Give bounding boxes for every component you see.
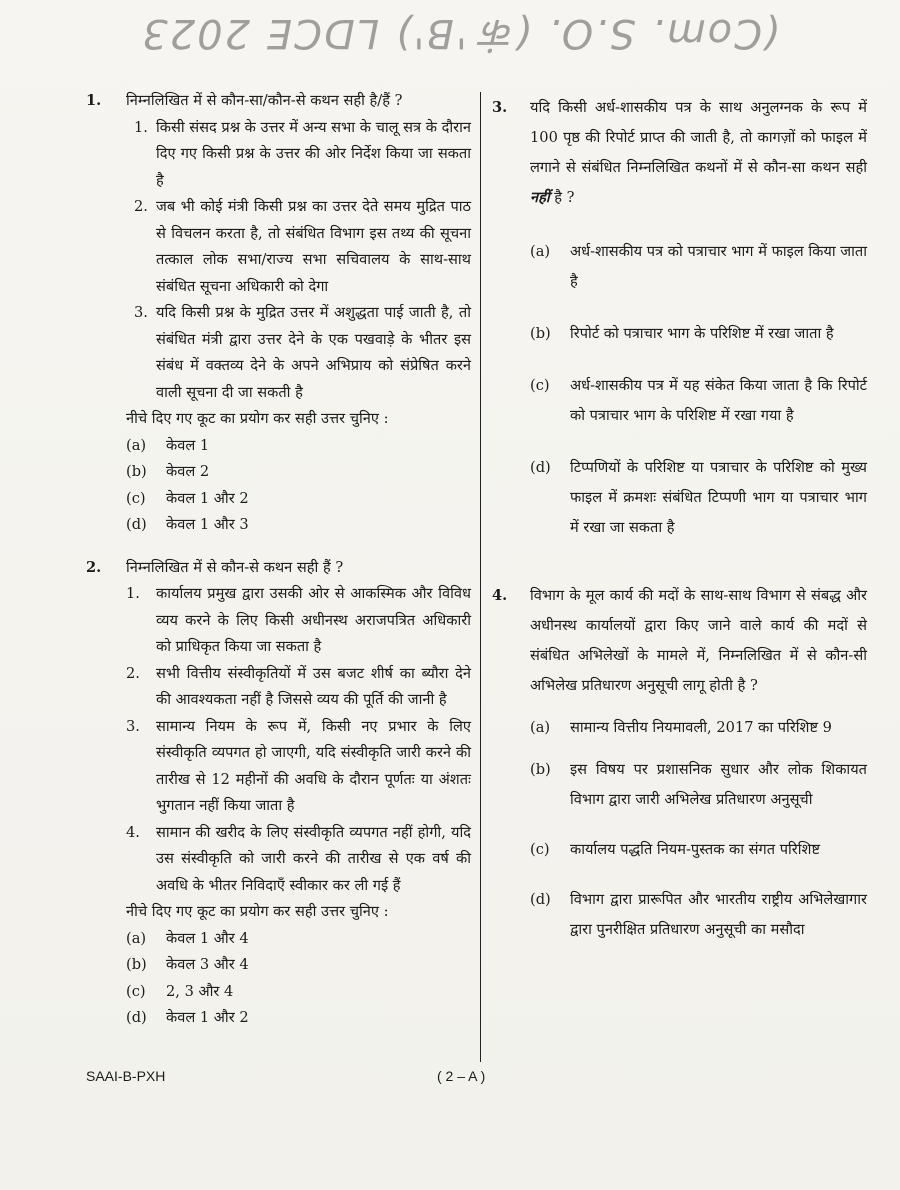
option-b[interactable] (530, 319, 867, 349)
option-text: केवल 1 और 2 (166, 489, 249, 507)
statement-number: 1. (126, 585, 140, 602)
statement-text: कार्यालय प्रमुख द्वारा उसकी ओर से आकस्मिक और विविध व्यय करने के लिए किसी अधीनस्थ अराजपत्रित अधिकारी को प्राधिकृत किया जा सकता है (156, 585, 471, 655)
emphasis-not: नहीं (530, 189, 550, 206)
option-letter: (c) (530, 377, 550, 394)
option-text: इस विषय पर प्रशासनिक सुधार और लोक शिकायत विभाग द्वारा जारी अभिलेख प्रतिधारण अनुसूची (570, 761, 867, 808)
column-divider (480, 92, 481, 1062)
statement-text: सामान्य नियम के रूप में, किसी नए प्रभार के लिए संस्वीकृति व्यपगत हो जाएगी, यदि संस्वीकृति जारी करने की तारीख से 12 महीनों की अवधि के दौरान पूर्णतः या अंशतः भुगतान नहीं किया जाता है (156, 717, 471, 814)
option-c[interactable] (126, 979, 471, 1006)
booklet-code: SAAI-B-PXH (86, 1068, 166, 1084)
question-number: 1. (86, 92, 102, 109)
statement-number: 2. (126, 664, 140, 682)
option-a[interactable] (530, 237, 867, 297)
option-text: सामान्य वित्तीय नियमावली, 2017 का परिशिष्ट 9 (570, 719, 832, 736)
option-text: केवल 2 (166, 463, 210, 480)
option-d[interactable] (530, 885, 867, 945)
question-number: 4. (492, 587, 508, 604)
option-text: कार्यालय पद्धति नियम-पुस्तक का संगत परिशिष्ट (570, 841, 820, 858)
option-letter: (a) (126, 929, 147, 947)
option-a[interactable] (126, 926, 471, 953)
option-letter: (b) (530, 761, 551, 778)
handwritten-note: (Com. S.O. (कं 'B') LDCE 2023 (140, 10, 780, 56)
statement-text: यदि किसी प्रश्न के मुद्रित उत्तर में अशुद्धता पाई जाती है, तो संबंधित मंत्री द्वारा उत्तर देने के एक पखवाड़े के भीतर इस संबंध में वक्तव्य देने के अपने अभिप्राय को संप्रेषित करने वाली सूचना दी जा सकती है (156, 304, 471, 401)
option-letter: (d) (126, 516, 147, 533)
option-letter: (b) (530, 325, 551, 342)
instruction-text: नीचे दिए गए कूट का प्रयोग कर सही उत्तर चुनिए : (126, 903, 389, 920)
option-text: केवल 1 और 4 (166, 929, 249, 947)
option-text: केवल 3 और 4 (166, 956, 249, 973)
question-stem: विभाग के मूल कार्य की मदों के साथ-साथ विभाग से संबद्ध और अधीनस्थ कार्यालयों द्वारा किए जाने वाले कार्य की मदों से संबंधित अभिलेखों के मामले में, निम्नलिखित में से कौन-सी अभिलेख प्रतिधारण अनुसूची लागू होती है ? (530, 587, 867, 694)
statement-text: जब भी कोई मंत्री किसी प्रश्न का उत्तर देते समय मुद्रित पाठ से विचलन करता है, तो संबंधित विभाग इस तथ्य की सूचना तत्काल लोक सभा/राज्य सभा सचिवालय के साथ-साथ संबंधित सूचना अधिकारी को देगा (156, 198, 471, 295)
option-text: अर्ध-शासकीय पत्र को पत्राचार भाग में फाइल किया जाता है (570, 243, 867, 290)
question-stem: निम्नलिखित में से कौन-सा/कौन-से कथन सही है/हैं ? (126, 92, 403, 109)
option-letter: (b) (126, 956, 147, 973)
option-c[interactable] (530, 371, 867, 431)
page-number: ( 2 – A ) (437, 1068, 486, 1084)
statement-item (126, 714, 471, 820)
question-4 (492, 581, 867, 945)
question-stem (530, 93, 867, 213)
option-letter: (b) (126, 463, 147, 480)
option-d[interactable] (126, 1005, 471, 1032)
option-text: केवल 1 (166, 436, 210, 454)
option-b[interactable] (126, 459, 471, 486)
option-letter: (d) (530, 891, 551, 908)
left-column (86, 88, 471, 1032)
option-a[interactable] (126, 433, 471, 460)
statement-number: 3. (134, 304, 148, 321)
option-c[interactable] (126, 486, 471, 513)
option-b[interactable] (126, 952, 471, 979)
statement-number: 2. (134, 198, 148, 215)
statement-item (134, 115, 471, 195)
instruction-text: नीचे दिए गए कूट का प्रयोग कर सही उत्तर चुनिए : (126, 410, 389, 427)
option-text: केवल 1 और 3 (166, 516, 249, 533)
statement-text: सामान की खरीद के लिए संस्वीकृति व्यपगत नहीं होगी, यदि उस संस्वीकृति को जारी करने की तारीख से एक वर्ष की अवधि के भीतर निविदाएँ स्वीकार कर ली गई हैं (156, 823, 471, 894)
option-b[interactable] (530, 755, 867, 815)
statement-number: 3. (126, 717, 140, 735)
question-3 (492, 93, 867, 543)
statement-text: सभी वित्तीय संस्वीकृतियों में उस बजट शीर्ष का ब्यौरा देने की आवश्यकता नहीं है जिससे व्यय की पूर्ति की जानी है (156, 664, 471, 708)
statement-item (134, 300, 471, 406)
option-letter: (a) (530, 719, 551, 736)
right-column (492, 93, 867, 945)
statement-number: 4. (126, 823, 140, 841)
option-letter: (c) (126, 982, 146, 1000)
option-letter: (d) (530, 459, 551, 476)
question-stem-end: है ? (554, 189, 575, 206)
statement-item (134, 194, 471, 300)
option-text: केवल 1 और 2 (166, 1009, 249, 1026)
option-text: रिपोर्ट को पत्राचार भाग के परिशिष्ट में रखा जाता है (570, 325, 834, 342)
option-text: टिप्पणियों के परिशिष्ट या पत्राचार के परिशिष्ट को मुख्य फाइल में क्रमशः संबंधित टिप्पणी भाग या पत्राचार भाग में रखा जा सकता है (570, 459, 867, 536)
question-stem-text: यदि किसी अर्ध-शासकीय पत्र के साथ अनुलग्नक के रूप में 100 पृष्ठ की रिपोर्ट प्राप्त की जाती है, तो कागज़ों को फाइल में लगाने से संबंधित निम्नलिखित कथनों में से कौन-सा कथन सही (530, 99, 867, 176)
question-2 (86, 555, 471, 1032)
option-letter: (a) (126, 436, 147, 454)
question-stem: निम्नलिखित में से कौन-से कथन सही हैं ? (126, 558, 344, 576)
option-letter: (a) (530, 243, 551, 260)
option-text: विभाग द्वारा प्रारूपित और भारतीय राष्ट्रीय अभिलेखागार द्वारा पुनरीक्षित प्रतिधारण अनुसूची का मसौदा (570, 891, 867, 938)
statement-text: किसी संसद प्रश्न के उत्तर में अन्य सभा के चालू सत्र के दौरान दिए गए किसी प्रश्न के उत्तर की ओर निर्देश किया जा सकता है (156, 118, 471, 189)
option-a[interactable] (530, 713, 867, 743)
statement-item (126, 820, 471, 900)
question-1 (86, 88, 471, 539)
option-d[interactable] (126, 512, 471, 539)
option-letter: (d) (126, 1009, 147, 1026)
statement-item (126, 581, 471, 661)
option-text: अर्ध-शासकीय पत्र में यह संकेत किया जाता है कि रिपोर्ट को पत्राचार भाग के परिशिष्ट में रखा गया है (570, 377, 867, 424)
option-letter: (c) (126, 489, 146, 507)
option-letter: (c) (530, 841, 550, 858)
option-d[interactable] (530, 453, 867, 543)
statement-number: 1. (134, 118, 148, 136)
question-number: 3. (492, 99, 508, 116)
option-text: 2, 3 और 4 (166, 982, 234, 1000)
option-c[interactable] (530, 835, 867, 865)
statement-item (126, 661, 471, 714)
question-number: 2. (86, 558, 102, 576)
